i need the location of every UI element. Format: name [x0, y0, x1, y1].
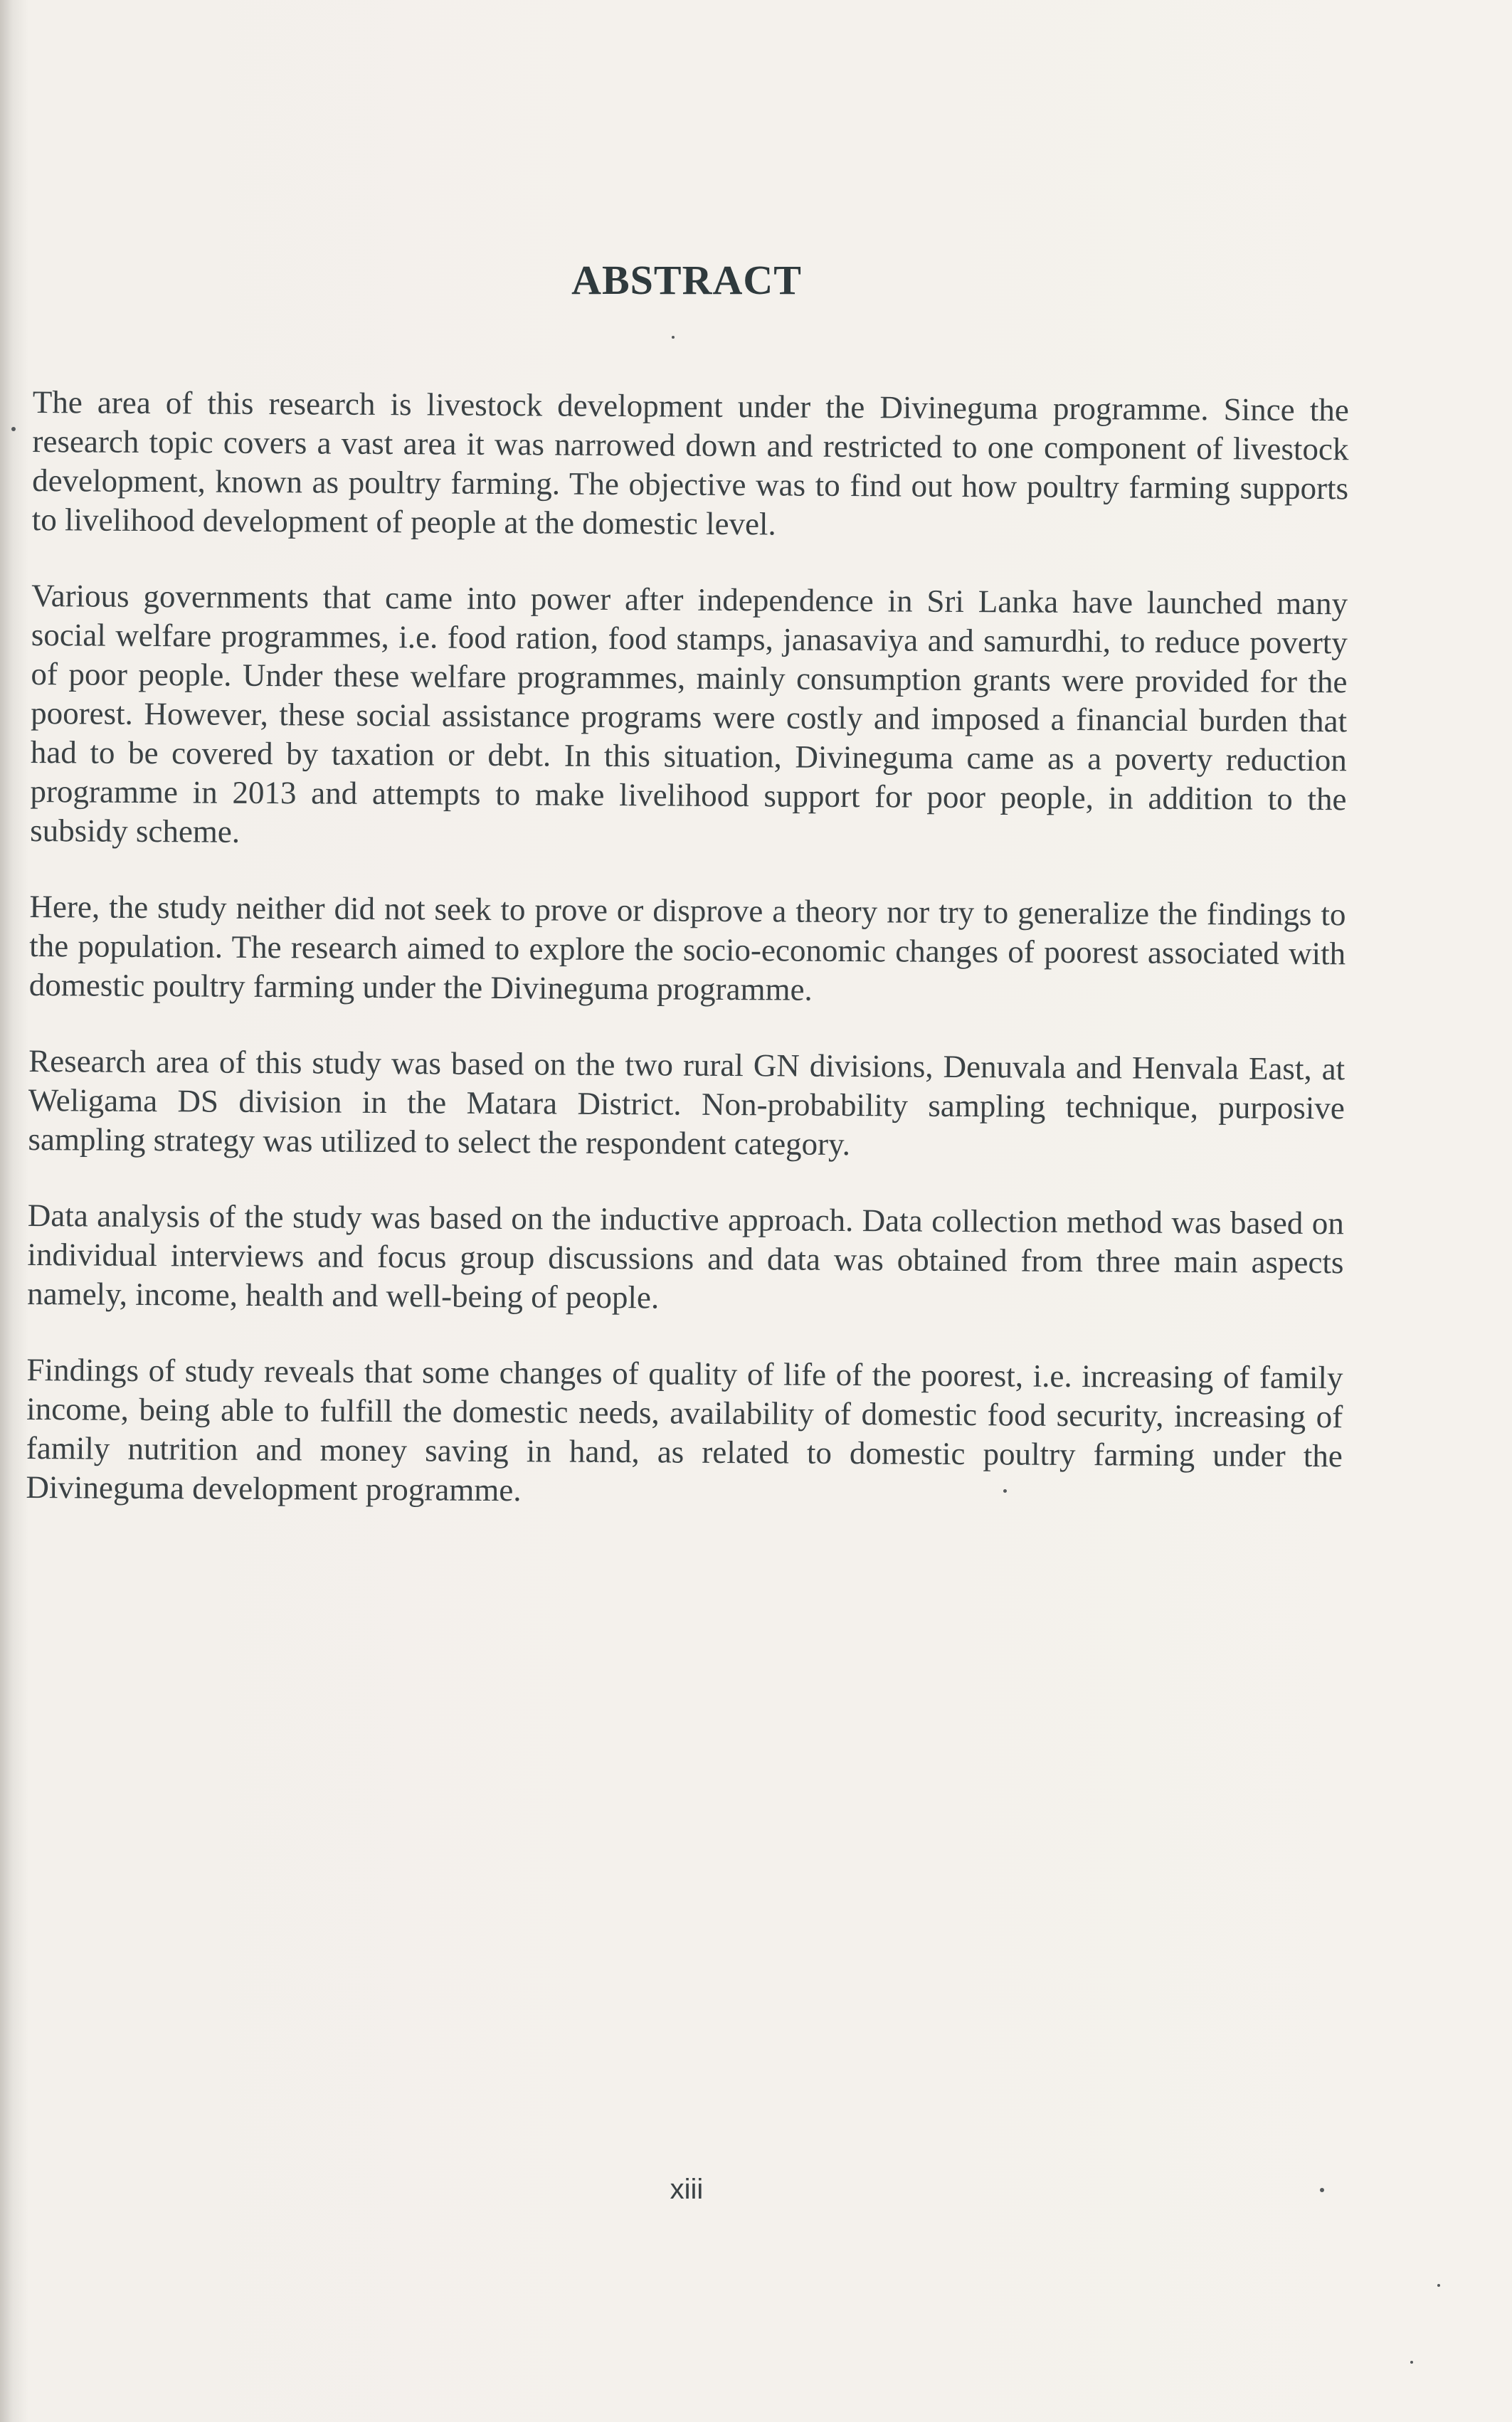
scan-speck	[1410, 2361, 1413, 2364]
abstract-body	[26, 383, 1349, 1552]
abstract-paragraph-3: Here, the study neither did not seek to prove or disprove a theory nor try to generalize the findings to the population. The research aimed to explore the socio-economic changes of poorest associated with domestic poultry farming under the Divineguma programme.	[28, 888, 1346, 1008]
scan-speck	[1320, 2188, 1324, 2192]
scan-speck	[11, 427, 16, 431]
scan-speck	[1003, 1489, 1007, 1493]
scan-speck	[1437, 2284, 1440, 2287]
page-number: xiii	[670, 2174, 704, 2205]
abstract-paragraph-2: Various governments that came into power after independence in Sri Lanka have launched many social welfare programmes, i.e. food ration, food stamps, janasaviya and samurdhi, to reduce poverty of poor people. Under these welfare programmes, mainly consumption grants were provided for the poorest. However, these social assistance programs were costly and imposed a financial burden that had to be covered by taxation or debt. In this situation, Divineguma came as a poverty reduction programme in 2013 and attempts to make livelihood support for poor people, in addition to the subsidy scheme.	[30, 577, 1348, 850]
abstract-paragraph-6: Findings of study reveals that some changes of quality of life of the poorest, i.e. increasing of family income, being able to fulfill the domestic needs, availability of domestic food security, increasing of family nutrition and money saving in hand, as related to domestic poultry farming under the Divineguma development programme.	[26, 1351, 1343, 1508]
abstract-paragraph-4: Research area of this study was based on the two rural GN divisions, Denuvala and Henvala East, at Weligama DS division in the Matara District. Non-probability sampling technique, purposive sampling strategy was utilized to select the respondent category.	[28, 1042, 1346, 1163]
abstract-paragraph-5: Data analysis of the study was based on the inductive approach. Data collection method was based on individual interviews and focus group discussions and data was obtained from three main aspects namely, income, health and well-being of people.	[27, 1197, 1344, 1316]
scan-speck	[672, 336, 675, 339]
page-title: ABSTRACT	[571, 257, 802, 303]
abstract-paragraph-1: The area of this research is livestock development under the Divineguma programme. Since the research topic covers a vast area it was narrowed down and restricted to one component of livestock development, known as poultry farming. The objective was to find out how poultry farming supports to livelihood development of people at the domestic level.	[31, 384, 1349, 542]
